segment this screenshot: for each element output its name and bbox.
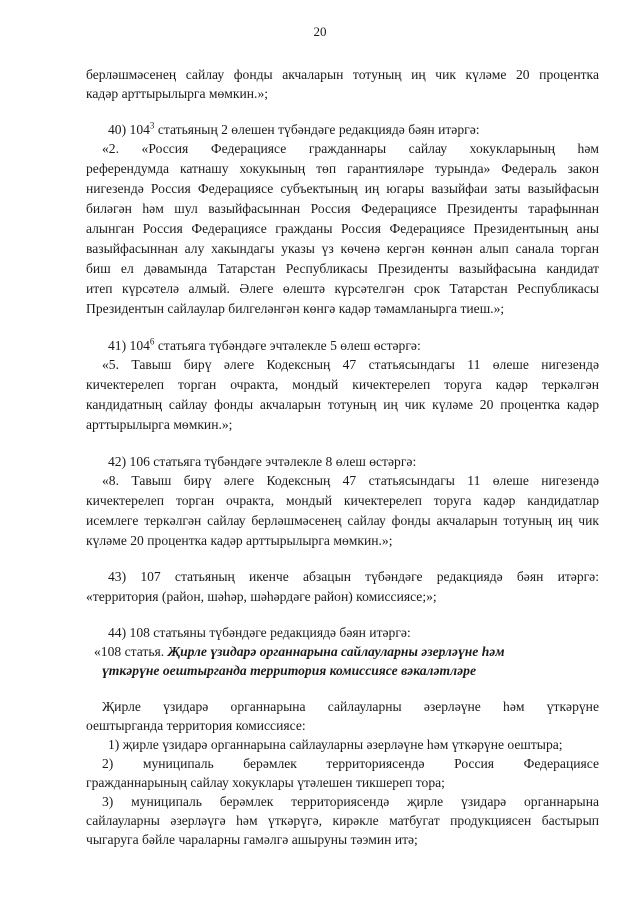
- text-line: сайлауларны әзерләүгә һәм үткәрүгә, кирәкле матбугат продукциясен бастырып: [86, 813, 599, 828]
- list-item: 1) җирле үзидарә органнарына сайлауларны әзерләүне һәм үткәрүне оештыра;: [108, 737, 563, 752]
- paragraph-heading: 42) 106 статьяга түбәндәге эчтәлекле 8 өлеш өстәргә:: [108, 454, 417, 469]
- paragraph-heading: 43) 107 статьяның икенче абзацын түбәндәге редакциядә бәян итәргә:: [108, 569, 599, 584]
- text-line: гражданнарының сайлау хокуклары үтәлешен тикшереп тора;: [86, 775, 445, 790]
- paragraph-heading: 41) $104^6$ статьяга түбәндәге эчтәлекле 5 өлеш өстәргә:: [108, 336, 421, 353]
- text-line: Президентын сайлаулар билгеләнгән көнгә кадәр тәмамланырга тиеш.»;: [86, 301, 505, 316]
- text-line: референдумда катнашу хокукының төп гарантияләре турында» Федераль закон: [86, 161, 599, 176]
- text-line: алынган Россия Федерациясе гражданы Россия Федерациясе Президентының аны: [86, 221, 599, 236]
- text-line: «5. Тавыш бирү әлеге Кодексның 47 статьясындагы 11 өлеше нигезендә: [102, 357, 599, 372]
- article-title-line: үткәрүне оештырганда территория комиссиясе вәкаләтләре: [102, 663, 476, 678]
- text-line: вазыйфасыннан алу хакындагы указы үз көченә кергән көннән алып санала торган: [86, 241, 599, 256]
- list-item: 3) муниципаль берәмлек территориясендә җирле үзидарә органнарына: [102, 794, 599, 809]
- text-line: чыгаруга бәйле чараларны гамәлгә ашыруны тәэмин итә;: [86, 832, 418, 847]
- text-line: арттырылырга мөмкин.»;: [86, 417, 233, 432]
- page-number: 20: [313, 24, 327, 39]
- text-line: итеп күрсәтелә алмый. Әлеге өлештә күрсәтелгән срок Татарстан Республикасы: [86, 281, 599, 296]
- text-line: исемлеге теркәлгән сайлау берләшмәсенең сайлау фонды акчаларын тотуның иң чик: [86, 513, 599, 528]
- list-item: 2) муниципаль берәмлек территориясендә Россия Федерациясе: [102, 756, 599, 771]
- text-line: күләме 20 процентка кадәр арттырылырга мөмкин.»;: [86, 533, 393, 548]
- text-line: кичектерелеп торган очракта, мондый кичектерелеп торуга кадәр теркәлгән: [86, 377, 599, 392]
- text-line: «2. «Россия Федерациясе гражданнары сайлау хокукларының һәм: [102, 141, 599, 156]
- text-line: «территория (район, шәһәр, шәһәрдәге район) комиссиясе;»;: [86, 589, 437, 604]
- text-line: кадәр арттырылырга мөмкин.»;: [86, 86, 269, 101]
- text-line: оештырганда территория комиссиясе:: [86, 718, 306, 733]
- text-line: «8. Тавыш бирү әлеге Кодексның 47 статьясындагы 11 өлеше нигезендә: [102, 473, 599, 488]
- text-line: кандидатның сайлау фонды акчаларын тотуның иң чик күләме 20 процентка кадәр: [86, 397, 599, 412]
- text-line: нигезендә Россия Федерациясе субъектының иң югары вазыйфаи заты вазыйфасын: [86, 181, 599, 196]
- text-line: биш ел дәвамында Татарстан Республикасы Президенты вазыйфасына кандидат: [86, 261, 599, 276]
- text-line: Җирле үзидарә органнарына сайлауларны әзерләүне һәм үткәрүне: [102, 699, 599, 714]
- text-line: биләгән һәм шул вазыйфасыннан Россия Федерациясе Президенты тарафыннан: [86, 201, 599, 216]
- paragraph-heading: 44) 108 статьяны түбәндәге редакциядә бәян итәргә:: [108, 625, 411, 640]
- text-line: берләшмәсенең сайлау фонды акчаларын тотуның иң чик күләме 20 процентка: [86, 67, 599, 82]
- article-title: «108 статья. Җирле үзидарә органнарына сайлауларны әзерләүне һәм: [94, 644, 505, 659]
- text-line: кичектерелеп торган очракта, мондый кичектерелеп торуга кадәр кандидатлар: [86, 493, 599, 508]
- paragraph-heading: 40) $104^3$ статьяның 2 өлешен түбәндәге редакциядә бәян итәргә:: [108, 120, 480, 137]
